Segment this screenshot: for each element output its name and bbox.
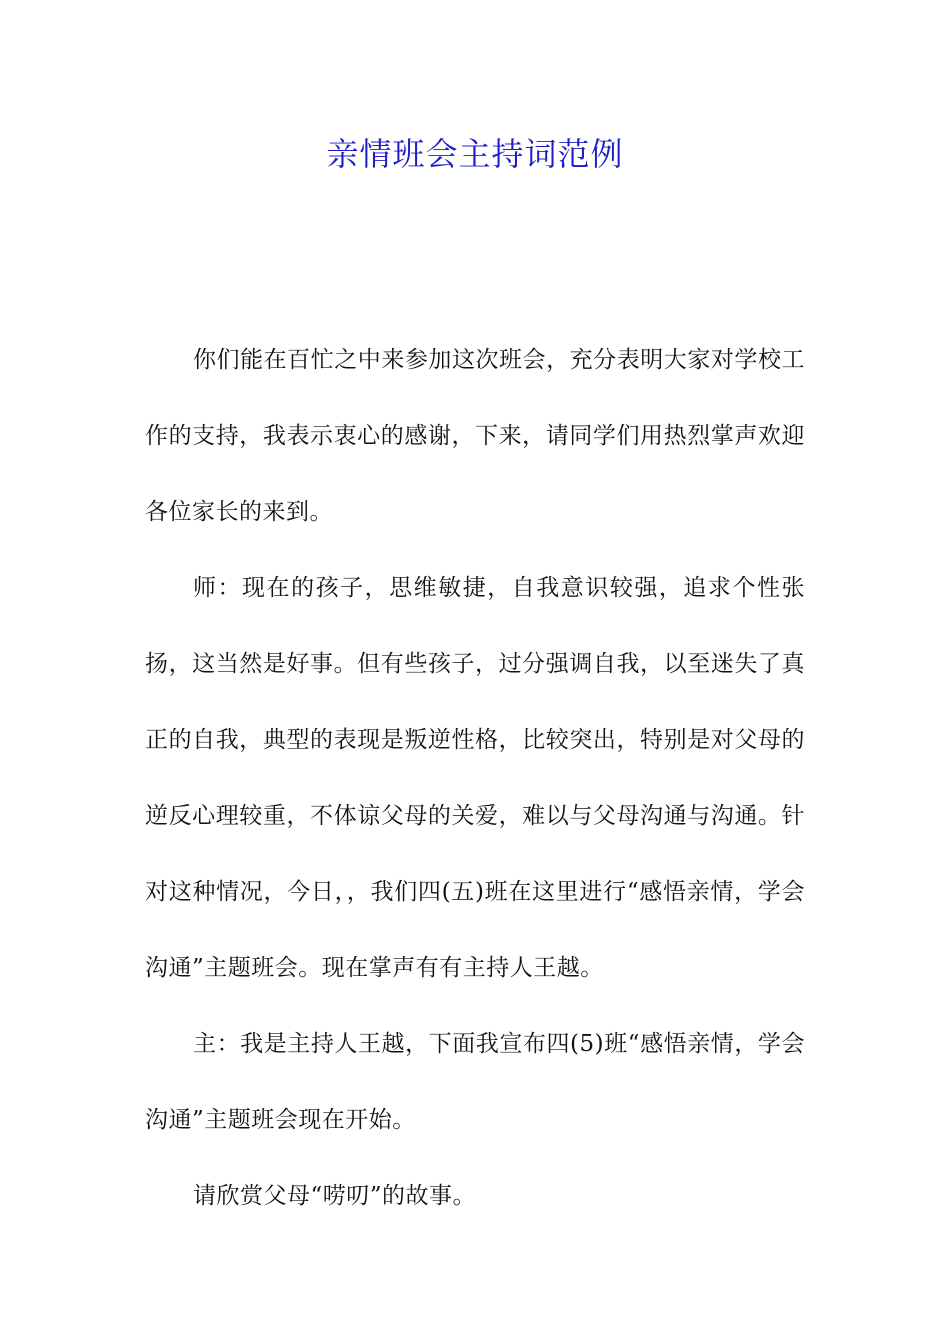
document-body <box>145 322 805 1234</box>
paragraph-welcome: 你们能在百忙之中来参加这次班会，充分表明大家对学校工作的支持，我表示衷心的感谢，下来，请同学们用热烈掌声欢迎各位家长的来到。 <box>145 347 805 525</box>
paragraph-host-announcement: 主：我是主持人王越，下面我宣布四(5)班“感悟亲情，学会沟通”主题班会现在开始。 <box>145 1031 805 1133</box>
paragraph-teacher-intro: 师：现在的孩子，思维敏捷，自我意识较强，追求个性张扬，这当然是好事。但有些孩子，过分强调自我，以至迷失了真正的自我，典型的表现是叛逆性格，比较突出，特别是对父母的逆反心理较重，不体谅父母的关爱，难以与父母沟通与沟通。针对这种情况，今日，，我们四(五)班在这里进行“感悟亲情，学会沟通”主题班会。现在掌声有有主持人王越。 <box>145 575 805 981</box>
paragraph-story-invite: 请欣赏父母“唠叨”的故事。 <box>193 1183 477 1209</box>
document-title: 亲情班会主持词范例 <box>326 135 624 173</box>
